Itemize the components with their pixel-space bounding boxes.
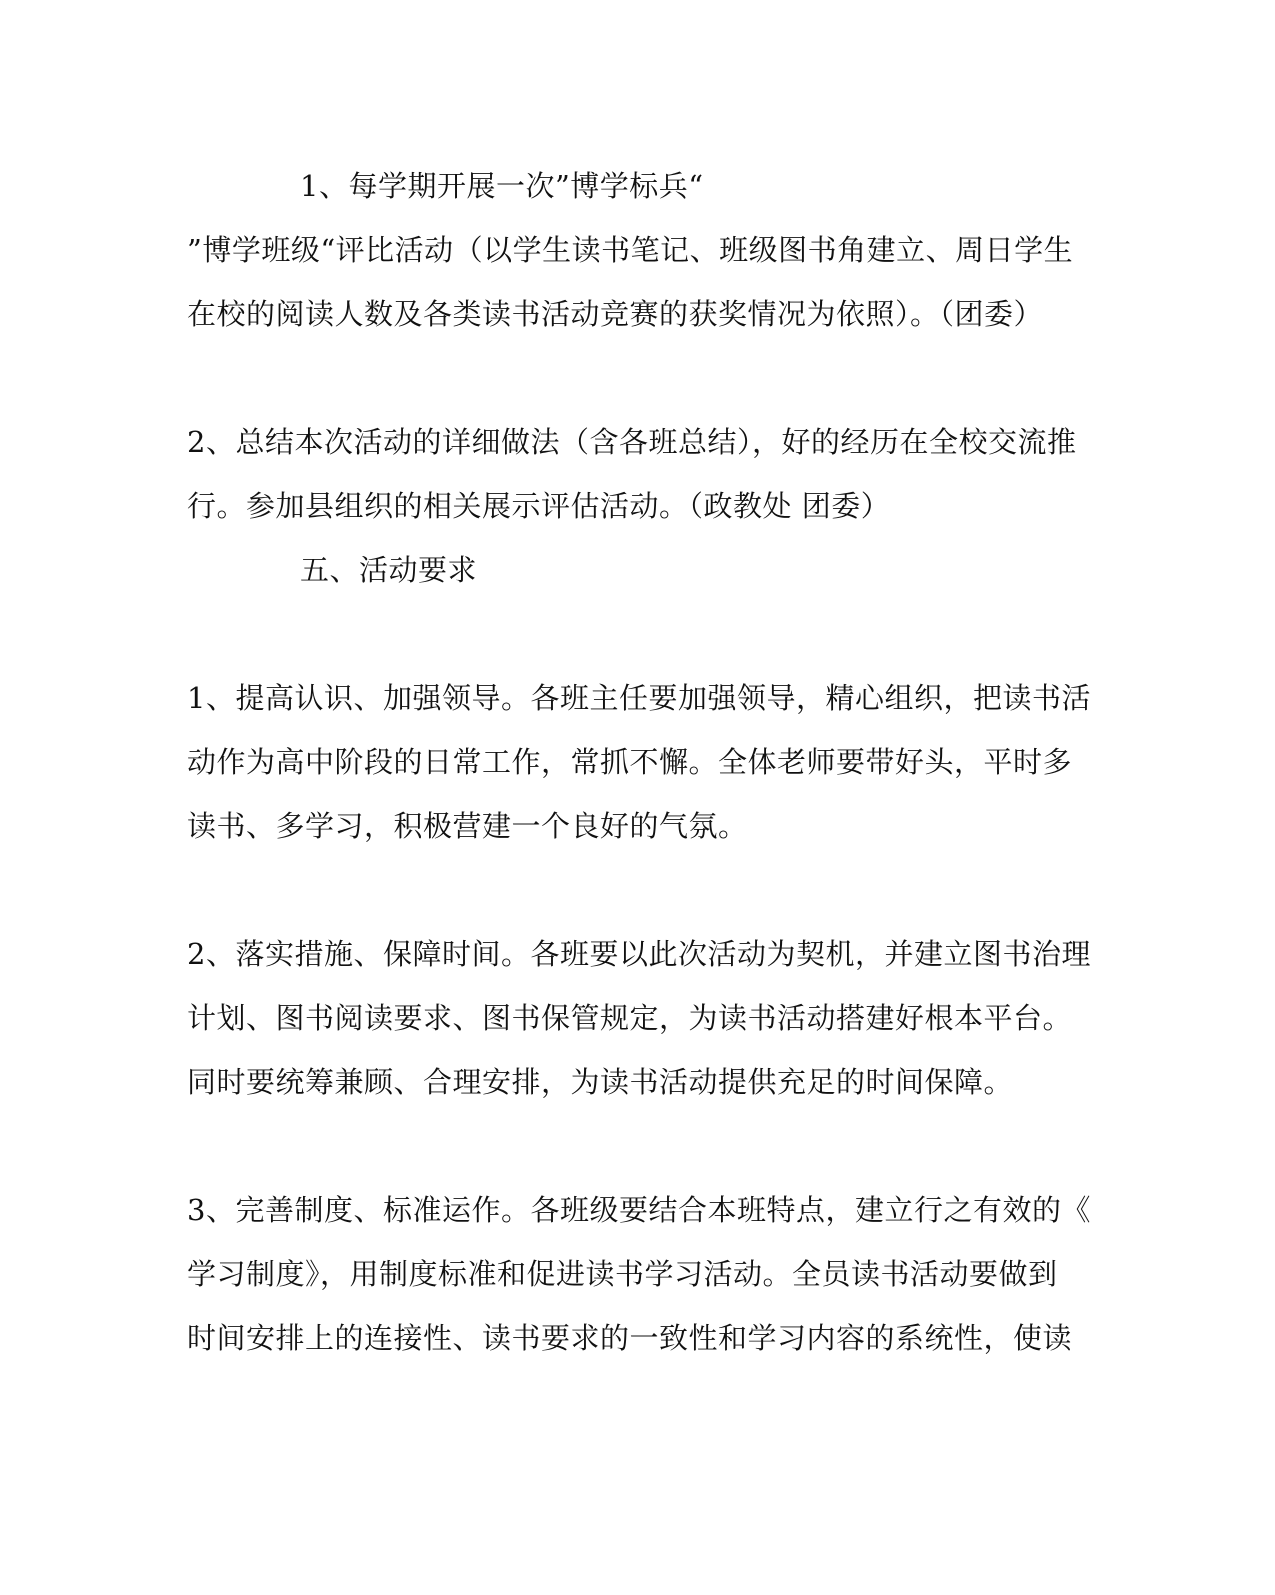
text-line: 2、总结本次活动的详细做法（含各班总结），好的经历在全校交流推	[187, 425, 1077, 459]
text-line: 3、完善制度、标准运作。各班级要结合本班特点，建立行之有效的《	[187, 1193, 1091, 1227]
text-line: 1、提高认识、加强领导。各班主任要加强领导，精心组织，把读书活	[187, 681, 1091, 715]
text-line: 时间安排上的连接性、读书要求的一致性和学习内容的系统性，使读	[187, 1321, 1073, 1355]
text-line: 计划、图书阅读要求、图书保管规定，为读书活动搭建好根本平台。	[187, 1001, 1073, 1035]
text-line: 学习制度》，用制度标准和促进读书学习活动。全员读书活动要做到	[187, 1257, 1058, 1291]
text-line: 1、每学期开展一次”博学标兵“	[300, 169, 704, 203]
text-line: 行。参加县组织的相关展示评估活动。（政教处 团委）	[187, 489, 891, 523]
text-line: 读书、多学习，积极营建一个良好的气氛。	[187, 809, 748, 843]
text-line: 在校的阅读人数及各类读书活动竞赛的获奖情况为依照）。（团委）	[187, 297, 1044, 331]
text-line: 同时要统筹兼顾、合理安排，为读书活动提供充足的时间保障。	[187, 1065, 1014, 1099]
text-line: 2、落实措施、保障时间。各班要以此次活动为契机，并建立图书治理	[187, 937, 1091, 971]
text-line: 动作为高中阶段的日常工作，常抓不懈。全体老师要带好头，平时多	[187, 745, 1073, 779]
section-heading: 五、活动要求	[300, 553, 478, 587]
text-line: ”博学班级“评比活动（以学生读书笔记、班级图书角建立、周日学生	[187, 233, 1074, 267]
